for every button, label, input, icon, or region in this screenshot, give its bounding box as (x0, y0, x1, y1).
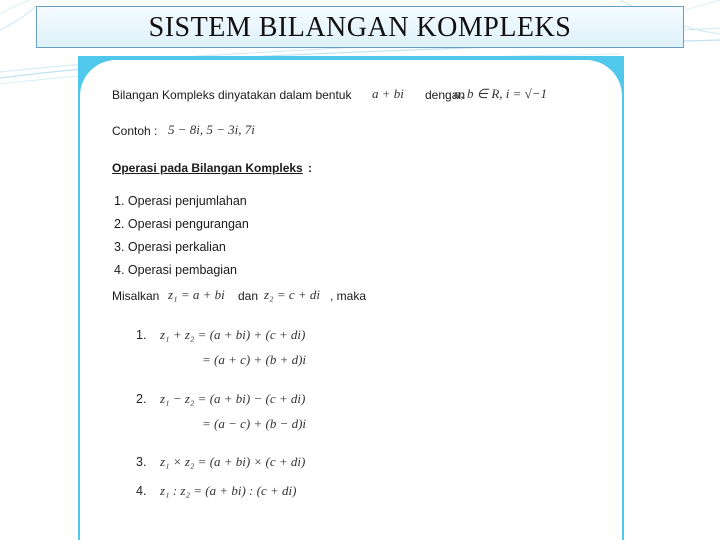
suppose-mid: dan (238, 289, 259, 303)
operations-heading-colon: : (308, 161, 312, 175)
formula-line: z₁ × z₂ = (a + bi) × (c + di) (160, 454, 306, 469)
formula-line: = (a − c) + (b − d)i (202, 416, 307, 431)
operation-item: 3. Operasi perkalian (114, 240, 226, 254)
example-label: Contoh : (112, 124, 158, 138)
intro-prefix: Bilangan Kompleks dinyatakan dalam bentuk (112, 88, 352, 102)
operation-item: 2. Operasi pengurangan (114, 217, 249, 231)
slide-title: SISTEM BILANGAN KOMPLEKS (148, 12, 572, 43)
formula-number: 1. (136, 328, 147, 342)
suppose-prefix: Misalkan (112, 289, 160, 303)
suppose-z1: z₁ = a + bi (168, 287, 225, 302)
formula-line: = (a + c) + (b + d)i (202, 352, 307, 367)
content-paper (80, 60, 622, 540)
formula-number: 2. (136, 392, 147, 406)
intro-condition: a, b ∈ R, i = √−1 (454, 86, 548, 101)
formula-number: 3. (136, 455, 147, 469)
operation-item: 1. Operasi penjumlahan (114, 194, 247, 208)
operation-item: 4. Operasi pembagian (114, 263, 237, 277)
formula-line: z₁ + z₂ = (a + bi) + (c + di) (160, 327, 306, 342)
suppose-suffix: , maka (330, 289, 367, 303)
formula-line: z₁ : z₂ = (a + bi) : (c + di) (160, 483, 297, 498)
example-values: 5 − 8i, 5 − 3i, 7i (168, 122, 255, 137)
intro-mid: dengan (425, 88, 466, 102)
content-panel (78, 56, 624, 540)
formula-line: z₁ − z₂ = (a + bi) − (c + di) (160, 391, 306, 406)
operations-heading: Operasi pada Bilangan Kompleks (112, 161, 303, 175)
intro-form: a + bi (372, 86, 404, 101)
suppose-z2: z₂ = c + di (264, 287, 321, 302)
formula-number: 4. (136, 484, 147, 498)
slide-title-box (36, 6, 684, 48)
